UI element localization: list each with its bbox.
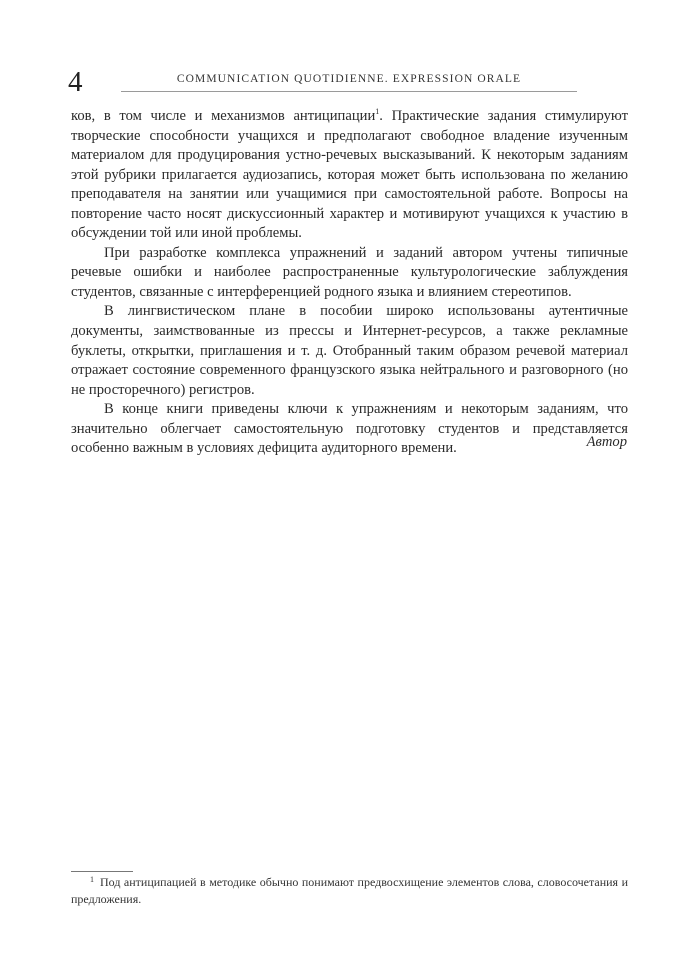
footnote-ref[interactable]: 1 bbox=[375, 107, 380, 116]
footnote bbox=[71, 874, 628, 908]
footnote-text: Под антиципацией в методике обычно понимают предвосхищение элементов слова, словосочетания и предложения. bbox=[71, 875, 628, 906]
paragraph-1-text-a: ков, в том числе и механизмов антиципации bbox=[71, 108, 376, 124]
paragraph-1-text-b: . Практические задания стимулируют творческие способности учащихся и предполагают свободное владение изученным материалом для продуцирования устно-речевых высказываний. К некоторым заданиям этой рубрики прилагается аудиозапись, которая может быть использована по желанию преподавателя на занятии или учащимися при самостоятельной работе. Вопросы на повторение часто носят дискуссионный характер и мотивируют учащихся к участию в обсуждении той или иной проблемы. bbox=[71, 108, 628, 242]
header-rule bbox=[121, 91, 577, 92]
footnote-mark: 1 bbox=[90, 875, 94, 884]
paragraph-2: При разработке комплекса упражнений и заданий автором учтены типичные речевые ошибки и наиболее распространенные культурологические заблуждения студентов, связанные с интерференцией родного языка и влиянием стереотипов. bbox=[71, 244, 628, 300]
paragraph-4: В конце книги приведены ключи к упражнениям и некоторым заданиям, что значительно облегчает самостоятельную подготовку студентов и представляется особенно важным в условиях дефицита аудиторного времени. bbox=[71, 401, 628, 457]
author-signature: Автор bbox=[586, 434, 627, 450]
running-head: COMMUNICATION QUOTIDIENNE. EXPRESSION ORALE bbox=[176, 73, 522, 85]
paragraph-1 bbox=[71, 107, 628, 244]
footnote-rule bbox=[71, 871, 133, 872]
body-text bbox=[71, 107, 628, 459]
paragraph-3: В лингвистическом плане в пособии широко использованы аутентичные документы, заимствованные из прессы и Интернет-ресурсов, а также рекламные буклеты, открытки, приглашения и т. д. Отобранный таким образом речевой материал отражает состояние современного французского языка нейтрального и разговорного (но не просторечного) регистров. bbox=[71, 303, 628, 398]
page-number: 4 bbox=[68, 66, 83, 98]
